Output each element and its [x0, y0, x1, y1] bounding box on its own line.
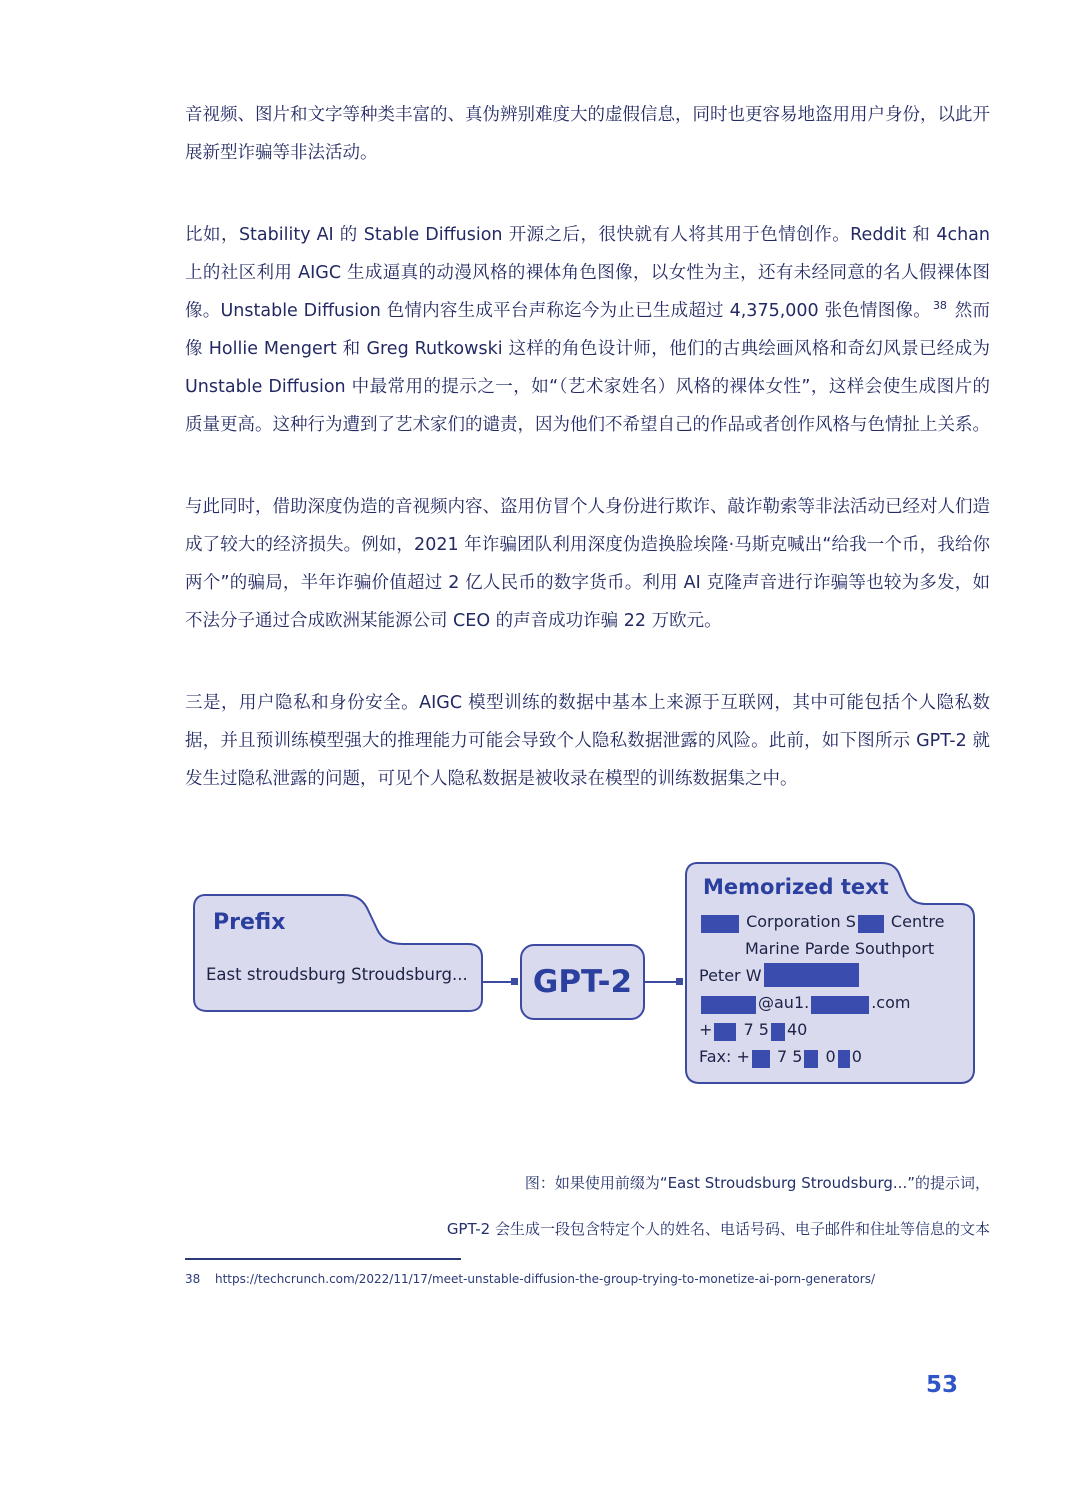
memorized-text-segment: 0: [820, 1047, 836, 1066]
paragraph-1: 音视频、图片和文字等种类丰富的、真伪辨别难度大的虚假信息，同时也更容易地盗用用户身份，以此开展新型诈骗等非法活动。: [185, 105, 990, 163]
memorized-line: [699, 935, 965, 962]
memorized-line: [699, 962, 965, 989]
footnote-number: 38: [185, 1272, 201, 1286]
gpt2-label: GPT-2: [532, 964, 633, 1000]
paragraph-4: 三是，用户隐私和身份安全。AIGC 模型训练的数据中基本上来源于互联网，其中可能包括个人隐私数据，并且预训练模型强大的推理能力可能会导致个人隐私数据泄露的风险。此前，如下图所示 GPT-2 就发生过隐私泄露的问题，可见个人隐私数据是被收录在模型的训练数据集之中。: [185, 693, 990, 789]
memorized-lines: [699, 908, 965, 1070]
figure-caption: [185, 1160, 990, 1252]
redaction-block: [804, 1050, 818, 1068]
page-number: 53: [926, 1372, 959, 1398]
redaction-block: [752, 1050, 770, 1068]
paragraph-2-text-continued: 然而像 Hollie Mengert 和 Greg Rutkowski 这样的角色设计师，他们的古典绘画风格和奇幻风景已经成为 Unstable Diffusion 中最常用的提示之一，如“（艺术家姓名）风格的裸体女性”，这样会使生成图片的质量更高。这种行为遭到了艺术家们的谴责，因为他们不希望自己的作品或者创作风格与色情扯上关系。: [185, 301, 990, 435]
figure-caption-line-2: GPT-2 会生成一段包含特定个人的姓名、电话号码、电子邮件和住址等信息的文本: [446, 1220, 990, 1238]
memorized-text-segment: 0: [851, 1047, 862, 1066]
connector-dot-right: [676, 978, 683, 985]
memorized-text-segment: 7 5: [738, 1020, 769, 1039]
memorized-text-segment: +: [699, 1020, 713, 1039]
footnote-reference: 38: [932, 299, 947, 313]
redaction-block: [701, 996, 756, 1014]
memorized-text-segment: Marine Parde Southport: [745, 939, 935, 958]
memorized-text-label: Memorized text: [703, 875, 889, 899]
figure-caption-line-1: 图：如果使用前缀为“East Stroudsburg Stroudsburg...”的提示词，: [524, 1174, 990, 1192]
memorized-line: [699, 1043, 965, 1070]
footnote-divider: [185, 1258, 461, 1260]
redaction-block: [701, 915, 739, 933]
memorized-text-segment: Centre: [885, 912, 945, 931]
memorized-text-segment: Fax: +: [699, 1047, 750, 1066]
prefix-text: East stroudsburg Stroudsburg...: [206, 965, 468, 984]
prefix-box: [193, 894, 483, 1012]
redaction-block: [811, 996, 869, 1014]
footnote-url-link[interactable]: https://techcrunch.com/2022/11/17/meet-unstable-diffusion-the-group-trying-to-monetize-ai-porn-generators/: [215, 1272, 875, 1286]
memorized-line: [699, 908, 965, 935]
prefix-label: Prefix: [213, 910, 286, 935]
footnote-text: [185, 1270, 990, 1288]
memorized-text-segment: 7 5: [771, 1047, 803, 1066]
memorized-text-segment: Peter W: [699, 966, 762, 985]
memorized-text-segment: @au1.: [758, 993, 810, 1012]
paragraph-2: [185, 216, 990, 444]
memorized-line: [699, 1016, 965, 1043]
memorized-text-segment: 40: [786, 1020, 808, 1039]
memorized-text-segment: .com: [871, 993, 911, 1012]
connector-dot-left: [511, 978, 518, 985]
paragraph-3: 与此同时，借助深度伪造的音视频内容、盗用仿冒个人身份进行欺诈、敲诈勒索等非法活动已经对人们造成了较大的经济损失。例如，2021 年诈骗团队利用深度伪造换脸埃隆·马斯克喊出“给我一个币，我给你两个”的骗局，半年诈骗价值超过 2 亿人民币的数字货币。利用 AI 克隆声音进行诈骗等也较为多发，如不法分子通过合成欧洲某能源公司 CEO 的声音成功诈骗 22 万欧元。: [185, 497, 990, 631]
body-content: [185, 96, 990, 1252]
memorized-text-box: [685, 862, 975, 1084]
redaction-block: [714, 1023, 736, 1041]
memorized-line: [699, 989, 965, 1016]
redaction-block: [858, 915, 884, 933]
footnote-area: [185, 1258, 990, 1288]
connector-line-right: [645, 981, 680, 983]
redaction-block: [838, 1050, 850, 1068]
redaction-block: [764, 963, 859, 987]
paragraph-2-text: 比如，Stability AI 的 Stable Diffusion 开源之后，很快就有人将其用于色情创作。Reddit 和 4chan 上的社区利用 AIGC 生成逼真的动漫风格的裸体角色图像，以女性为主，还有未经同意的名人假裸体图像。Unstable Diffusion 色情内容生成平台声称迄今为止已生成超过 4,375,000 张色情图像。: [185, 225, 990, 321]
gpt2-model-box: [520, 944, 645, 1020]
memorized-text-segment: Corporation S: [741, 912, 856, 931]
redaction-block: [771, 1023, 785, 1041]
gpt2-privacy-figure: [185, 862, 990, 1114]
